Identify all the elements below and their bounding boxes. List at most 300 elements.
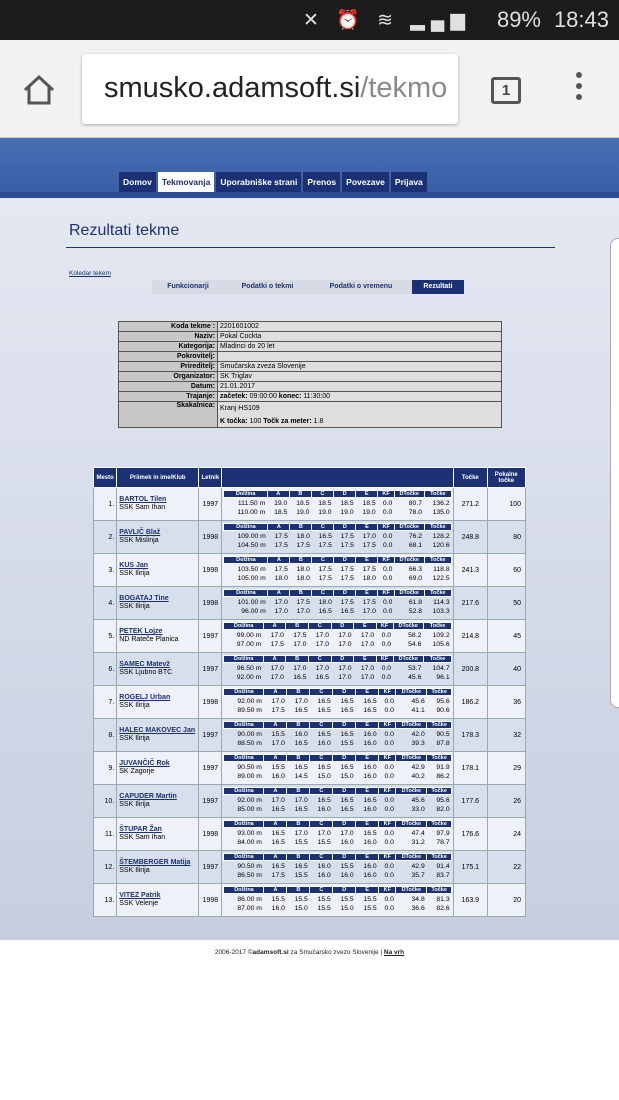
tab-podatki-o-vremenu[interactable]: Podatki o vremenu <box>329 283 393 290</box>
athlete-cell <box>117 587 199 620</box>
jump-cell: 91.4 <box>427 861 452 871</box>
jump-cell: 0.0 <box>378 498 395 508</box>
jump-col-header: B <box>290 590 312 597</box>
table-row <box>94 554 526 587</box>
footer: 2006-2017 ©adamsoft.si za Smučarsko zvezo Slovenije | Na vrh <box>214 949 405 956</box>
jump-col-header: DTočke <box>396 854 427 861</box>
jump-cell: 0.0 <box>379 894 396 904</box>
jump-cell: 15.5 <box>333 739 356 749</box>
jump-cell: 0.0 <box>378 541 395 551</box>
jump-cell: 16.0 <box>356 805 379 815</box>
jump-cell: 16.5 <box>356 696 379 706</box>
info-label: Datum: <box>119 382 218 392</box>
athlete-name-link[interactable]: PAVLIČ Blaž <box>119 529 161 536</box>
jump-cell: 109.00 m <box>224 531 268 541</box>
jumps-cell <box>222 653 454 686</box>
jump-col-header: B <box>287 854 310 861</box>
jump-cell: 16.5 <box>287 706 310 716</box>
tab-switcher-button[interactable]: 1 <box>491 77 521 104</box>
jump-cell: 33.0 <box>396 805 427 815</box>
table-row <box>94 521 526 554</box>
jump-col-header: D <box>331 656 354 663</box>
total-points: 163.9 <box>454 884 487 917</box>
athlete-name-link[interactable]: PETEK Lojze <box>119 628 163 635</box>
jump-cell: 16.0 <box>264 904 287 914</box>
jump-col-header: C <box>310 821 333 828</box>
jump-cell: 17.5 <box>263 640 286 650</box>
jump-cell: 0.0 <box>378 607 395 617</box>
jump-col-header: Točke <box>424 557 452 564</box>
athlete-cell <box>117 851 199 884</box>
table-row <box>94 818 526 851</box>
athlete-club: SSK Sam Ihan <box>119 504 166 511</box>
jump-col-header: Dolžina <box>224 887 264 894</box>
jump-cell: 17.0 <box>331 663 354 673</box>
status-bar <box>0 0 619 40</box>
athlete-name-link[interactable]: KUS Jan <box>119 562 149 569</box>
athlete-name-link[interactable]: BARTOL Tilen <box>119 496 167 503</box>
jump-cell: 16.5 <box>312 531 334 541</box>
jump-row <box>224 597 452 607</box>
total-points: 241.3 <box>454 554 487 587</box>
tab-funkcionarji[interactable]: Funkcionarji <box>167 283 209 290</box>
jump-cell: 86.50 m <box>224 871 264 881</box>
athlete-club: SSK Sam Ihan <box>119 834 166 841</box>
jump-cell: 16.5 <box>287 861 310 871</box>
jump-cell: 15.5 <box>333 894 356 904</box>
jump-cell: 0.0 <box>379 838 396 848</box>
jump-col-header: Dolžina <box>224 788 264 795</box>
jump-row <box>224 762 452 772</box>
jump-col-header: KF <box>378 590 395 597</box>
jump-cell: 16.0 <box>356 772 379 782</box>
jump-col-header: A <box>268 557 290 564</box>
jump-cell: 15.5 <box>264 894 287 904</box>
jump-col-header: DTočke <box>396 755 427 762</box>
jump-col-header: DTočke <box>396 887 427 894</box>
athlete-club: SSK Ljubno BTC <box>119 669 173 676</box>
rank: 11. <box>94 818 117 851</box>
jumps-cell <box>222 884 454 917</box>
jump-col-header: D <box>334 491 356 498</box>
jump-cell: 90.50 m <box>224 762 264 772</box>
athlete-name-link[interactable]: JUVANČIČ Rok <box>119 760 170 767</box>
jump-col-header: B <box>290 524 312 531</box>
jump-row <box>224 871 452 881</box>
jump-col-header: C <box>312 524 334 531</box>
jump-cell: 92.00 m <box>224 696 264 706</box>
jump-col-header: C <box>310 887 333 894</box>
jump-cell: 16.0 <box>264 772 287 782</box>
jumps-cell <box>222 785 454 818</box>
athlete-club: SSK Ilirija <box>119 702 150 709</box>
birth-year: 1998 <box>199 587 222 620</box>
jump-cell: 40.2 <box>396 772 427 782</box>
birth-year: 1998 <box>199 521 222 554</box>
total-points: 217.6 <box>454 587 487 620</box>
info-label: Organizator: <box>119 372 218 382</box>
jump-col-header: A <box>264 722 287 729</box>
jump-cell: 19.0 <box>289 508 311 518</box>
jumps-cell <box>222 719 454 752</box>
jump-col-header: DTočke <box>396 788 427 795</box>
jump-cell: 16.0 <box>310 805 333 815</box>
jump-col-header: E <box>356 689 379 696</box>
athlete-club: SSK Ilirija <box>119 801 150 808</box>
back-to-top-link[interactable]: Na vrh <box>383 949 405 956</box>
jump-cell: 84.00 m <box>224 838 264 848</box>
cup-points: 80 <box>487 521 525 554</box>
jump-col-header: E <box>356 524 378 531</box>
table-row <box>94 686 526 719</box>
sub-tabs <box>152 280 464 294</box>
jump-cell: 58.2 <box>393 630 423 640</box>
rank: 4. <box>94 587 117 620</box>
footer-brand[interactable]: adamsoft.si <box>252 949 289 956</box>
jump-cell: 45.6 <box>393 673 423 683</box>
jump-cell: 16.5 <box>333 706 356 716</box>
jump-cell: 0.0 <box>379 772 396 782</box>
info-label: Naziv: <box>119 332 218 342</box>
jump-col-header: Točke <box>424 491 452 498</box>
jump-row <box>224 640 452 650</box>
jump-col-header: Dolžina <box>224 689 264 696</box>
jump-cell: 0.0 <box>378 564 395 574</box>
jump-cell: 103.50 m <box>224 564 268 574</box>
athlete-club: SSK Ilirija <box>119 570 150 577</box>
jump-cell: 83.7 <box>427 871 452 881</box>
jump-cell: 105.00 m <box>224 574 268 584</box>
jump-row <box>224 541 452 551</box>
jump-col-header: DTočke <box>394 491 424 498</box>
jump-row <box>224 607 452 617</box>
jumps-table <box>223 523 452 551</box>
jump-cell: 18.5 <box>267 508 289 518</box>
jump-cell: 41.1 <box>396 706 427 716</box>
menu-icon[interactable] <box>574 72 584 106</box>
jump-cell: 0.0 <box>378 597 395 607</box>
nav-tekmovanja[interactable]: Tekmovanja <box>158 172 215 192</box>
birth-year: 1998 <box>199 818 222 851</box>
jump-col-header: KF <box>379 689 396 696</box>
jump-cell: 0.0 <box>379 805 396 815</box>
jumps-table <box>223 490 452 518</box>
home-icon[interactable] <box>22 74 56 106</box>
jump-cell: 17.0 <box>264 739 287 749</box>
col-pokalne-tocke: Pokalne točke <box>487 468 525 488</box>
jump-col-header: KF <box>379 887 396 894</box>
jump-cell: 16.5 <box>310 729 333 739</box>
browser-toolbar <box>0 40 619 138</box>
jump-col-header: Točke <box>424 524 452 531</box>
table-row <box>94 653 526 686</box>
jump-row <box>224 498 452 508</box>
athlete-name-link[interactable]: HALEC MAKOVEC Jan <box>119 727 196 734</box>
jump-cell: 18.0 <box>290 564 312 574</box>
jump-cell: 17.0 <box>331 640 354 650</box>
birth-year: 1997 <box>199 488 222 521</box>
jump-cell: 17.5 <box>268 531 290 541</box>
jump-cell: 52.8 <box>394 607 424 617</box>
jump-cell: 16.5 <box>308 673 331 683</box>
table-row <box>94 752 526 785</box>
jump-cell: 0.0 <box>379 861 396 871</box>
jumps-table <box>223 853 452 881</box>
jump-cell: 0.0 <box>379 729 396 739</box>
jump-cell: 135.0 <box>424 508 452 518</box>
birth-year: 1998 <box>199 884 222 917</box>
jump-cell: 18.5 <box>289 498 311 508</box>
jump-cell: 17.0 <box>354 673 377 683</box>
jump-col-header: E <box>356 821 379 828</box>
jump-cell: 15.5 <box>287 838 310 848</box>
jump-cell: 118.8 <box>424 564 452 574</box>
url-bar[interactable]: smusko.adamsoft.si/tekmo <box>82 54 458 124</box>
jump-row <box>224 772 452 782</box>
table-row <box>94 884 526 917</box>
nav-prijava[interactable]: Prijava <box>391 172 427 192</box>
jump-col-header: Dolžina <box>224 755 264 762</box>
cup-points: 22 <box>487 851 525 884</box>
athlete-cell <box>117 818 199 851</box>
jump-col-header: D <box>333 821 356 828</box>
cup-points: 40 <box>487 653 525 686</box>
athlete-cell <box>117 521 199 554</box>
jumps-table <box>223 688 452 716</box>
athlete-cell <box>117 620 199 653</box>
jump-col-header: C <box>310 788 333 795</box>
jump-cell: 16.5 <box>312 607 334 617</box>
athlete-name-link[interactable]: ŠTUPAR Žan <box>119 826 162 833</box>
athlete-cell <box>117 653 199 686</box>
nav-prenos[interactable]: Prenos <box>303 172 340 192</box>
col-name: Priimek in ime/Klub <box>117 468 199 488</box>
jump-col-header: A <box>268 590 290 597</box>
nav-povezave[interactable]: Povezave <box>342 172 389 192</box>
jump-cell: 0.0 <box>379 706 396 716</box>
athlete-cell <box>117 719 199 752</box>
jump-row <box>224 861 452 871</box>
jump-col-header: DTočke <box>396 722 427 729</box>
jump-cell: 15.5 <box>264 729 287 739</box>
jump-col-header: E <box>356 590 378 597</box>
cup-points: 26 <box>487 785 525 818</box>
jump-cell: 0.0 <box>379 795 396 805</box>
jump-row <box>224 531 452 541</box>
jump-cell: 16.5 <box>310 696 333 706</box>
jump-cell: 34.8 <box>396 894 427 904</box>
jump-cell: 17.5 <box>264 871 287 881</box>
birth-year: 1997 <box>199 851 222 884</box>
jump-cell: 16.5 <box>310 795 333 805</box>
jump-cell: 17.5 <box>312 541 334 551</box>
info-value <box>218 352 502 362</box>
jump-row <box>224 574 452 584</box>
koledar-link[interactable]: Koledar tekem <box>69 270 111 277</box>
jump-cell: 15.5 <box>356 904 379 914</box>
jump-cell: 15.5 <box>264 762 287 772</box>
jump-cell: 85.00 m <box>224 805 264 815</box>
jump-cell: 18.5 <box>334 498 356 508</box>
athlete-name-link[interactable]: VITEZ Patrik <box>119 892 161 899</box>
nav-domov[interactable]: Domov <box>119 172 156 192</box>
jump-cell: 17.5 <box>290 597 312 607</box>
jump-cell: 17.0 <box>263 663 286 673</box>
page-title: Rezultati tekme <box>69 222 180 239</box>
athlete-cell <box>117 488 199 521</box>
jump-cell: 16.0 <box>356 871 379 881</box>
jump-col-header: KF <box>378 557 395 564</box>
jump-row <box>224 663 452 673</box>
total-points: 175.1 <box>454 851 487 884</box>
jump-cell: 42.9 <box>396 762 427 772</box>
jump-col-header: A <box>268 524 290 531</box>
jump-col-header: A <box>264 755 287 762</box>
jump-cell: 17.0 <box>268 607 290 617</box>
jump-col-header: KF <box>379 788 396 795</box>
jump-cell: 17.0 <box>354 640 377 650</box>
rank: 5. <box>94 620 117 653</box>
jump-col-header: D <box>333 722 356 729</box>
jump-col-header: E <box>356 557 378 564</box>
jump-cell: 19.0 <box>356 508 378 518</box>
jump-col-header: C <box>310 722 333 729</box>
jump-col-header: Točke <box>423 656 451 663</box>
jump-col-header: Točke <box>427 887 452 894</box>
jump-col-header: DTočke <box>394 557 424 564</box>
jump-cell: 54.6 <box>393 640 423 650</box>
jump-cell: 42.9 <box>396 861 427 871</box>
rank: 3. <box>94 554 117 587</box>
jump-col-header: Dolžina <box>224 821 264 828</box>
jump-cell: 61.8 <box>394 597 424 607</box>
jump-cell: 0.0 <box>378 574 395 584</box>
main-nav <box>119 172 427 192</box>
jump-row <box>224 838 452 848</box>
jump-cell: 0.0 <box>379 871 396 881</box>
col-jumps <box>222 468 454 488</box>
jump-col-header: Dolžina <box>224 491 267 498</box>
jump-cell: 17.0 <box>264 696 287 706</box>
jump-cell: 89.50 m <box>224 706 264 716</box>
info-label: Prireditelj: <box>119 362 218 372</box>
jump-col-header: B <box>287 689 310 696</box>
jump-cell: 114.3 <box>424 597 452 607</box>
info-value: 21.01.2017 <box>218 382 502 392</box>
jump-row <box>224 706 452 716</box>
athlete-name-link[interactable]: BOGATAJ Tine <box>119 595 169 602</box>
jump-cell: 16.0 <box>356 861 379 871</box>
total-points: 214.8 <box>454 620 487 653</box>
athlete-name-link[interactable]: CAPUDER Martin <box>119 793 177 800</box>
col-letnik: Letnik <box>199 468 222 488</box>
jump-col-header: Točke <box>423 623 451 630</box>
jumps-cell <box>222 818 454 851</box>
jump-col-header: Dolžina <box>224 623 263 630</box>
info-value: SK Triglav <box>218 372 502 382</box>
jump-cell: 0.0 <box>379 739 396 749</box>
jump-cell: 17.5 <box>286 630 309 640</box>
jump-cell: 17.0 <box>331 673 354 683</box>
jump-cell: 14.5 <box>287 772 310 782</box>
jumps-table <box>223 622 452 650</box>
jump-col-header: Točke <box>424 590 452 597</box>
jump-cell: 16.0 <box>356 739 379 749</box>
jump-col-header: C <box>308 623 331 630</box>
jump-col-header: Dolžina <box>224 524 268 531</box>
jump-cell: 17.5 <box>268 541 290 551</box>
cup-points: 36 <box>487 686 525 719</box>
jump-cell: 15.5 <box>287 871 310 881</box>
jump-col-header: Točke <box>427 722 452 729</box>
jump-col-header: D <box>333 689 356 696</box>
jump-cell: 96.1 <box>423 673 451 683</box>
jump-cell: 17.5 <box>268 564 290 574</box>
tab-podatki-o-tekmi[interactable]: Podatki o tekmi <box>241 283 294 290</box>
jump-cell: 16.5 <box>264 838 287 848</box>
jump-cell: 53.7 <box>393 663 423 673</box>
jumps-table <box>223 556 452 584</box>
jump-cell: 18.5 <box>356 498 378 508</box>
jump-col-header: Dolžina <box>224 590 268 597</box>
jump-col-header: A <box>267 491 289 498</box>
jump-col-header: E <box>356 755 379 762</box>
jump-cell: 18.0 <box>290 531 312 541</box>
jump-cell: 16.0 <box>356 729 379 739</box>
jump-cell: 19.0 <box>311 508 333 518</box>
jump-col-header: A <box>264 788 287 795</box>
jump-row <box>224 739 452 749</box>
jump-col-header: B <box>290 557 312 564</box>
jump-cell: 91.9 <box>427 762 452 772</box>
jump-cell: 17.5 <box>334 597 356 607</box>
jump-cell: 16.5 <box>333 729 356 739</box>
athlete-name-link[interactable]: ŠTEMBERGER Matija <box>119 859 191 866</box>
jump-col-header: KF <box>376 623 393 630</box>
jump-col-header: DTočke <box>394 524 424 531</box>
jump-cell: 95.6 <box>427 696 452 706</box>
jump-cell: 16.5 <box>333 805 356 815</box>
nav-uporabniske-strani[interactable]: Uporabniške strani <box>216 172 301 192</box>
jump-cell: 15.5 <box>310 838 333 848</box>
jump-cell: 16.5 <box>356 795 379 805</box>
jumps-cell <box>222 620 454 653</box>
jump-col-header: C <box>312 590 334 597</box>
tab-rezultati[interactable]: Rezultati <box>412 280 464 294</box>
col-mesto: Mesto <box>94 468 117 488</box>
jump-col-header: D <box>333 887 356 894</box>
athlete-name-link[interactable]: SAMEC Matevž <box>119 661 170 668</box>
jump-cell: 17.0 <box>286 640 309 650</box>
jump-row <box>224 508 452 518</box>
jump-cell: 15.0 <box>333 904 356 914</box>
birth-year: 1998 <box>199 554 222 587</box>
jump-col-header: E <box>354 623 377 630</box>
jump-col-header: A <box>264 887 287 894</box>
rank: 7. <box>94 686 117 719</box>
jump-cell: 17.5 <box>356 541 378 551</box>
jump-cell: 92.00 m <box>224 795 264 805</box>
jump-cell: 17.0 <box>356 531 378 541</box>
jump-cell: 96.50 m <box>224 663 263 673</box>
jump-cell: 0.0 <box>378 531 395 541</box>
jump-cell: 18.0 <box>312 597 334 607</box>
birth-year: 1997 <box>199 653 222 686</box>
jump-cell: 122.5 <box>424 574 452 584</box>
jump-cell: 17.0 <box>287 696 310 706</box>
jump-cell: 18.5 <box>311 498 333 508</box>
athlete-name-link[interactable]: ROGELJ Urban <box>119 694 171 701</box>
